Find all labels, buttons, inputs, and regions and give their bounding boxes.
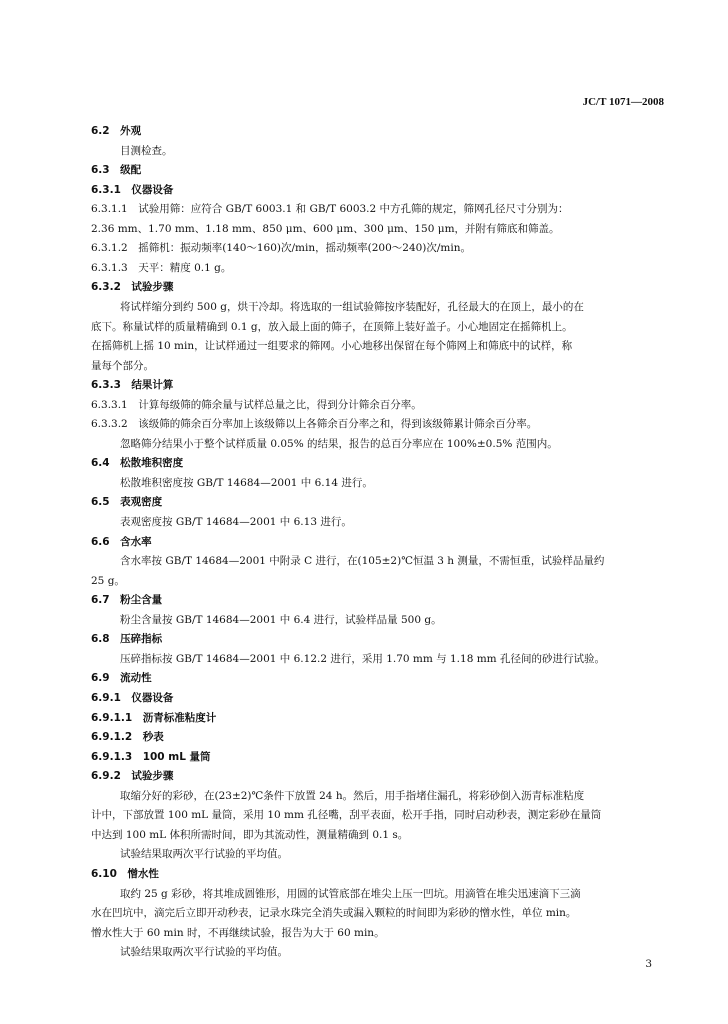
paragraph-line: 6.3.1.3 天平：精度 0.1 g。	[91, 261, 232, 274]
paragraph-line: 6.3.1.1 试验用筛：应符合 GB/T 6003.1 和 GB/T 6003.2 中方孔筛的规定，筛网孔径尺寸分别为：	[91, 203, 569, 216]
section-heading: 6.6 含水率	[91, 535, 152, 548]
document-code: JC/T 1071—2008	[582, 96, 664, 108]
section-heading: 6.9.1 仪器设备	[91, 692, 174, 704]
section-heading: 6.9.1.1 沥青标准粘度计	[91, 711, 217, 724]
section-heading: 6.9.1.2 秒表	[91, 731, 164, 744]
paragraph-line: 试验结果取两次平行试验的平均值。	[120, 848, 288, 861]
paragraph-line: 2.36 mm、1.70 mm、1.18 mm、850 μm、600 μm、300 μm、150 μm，并附有筛底和筛盖。	[91, 222, 560, 235]
section-heading: 6.3.3 结果计算	[91, 379, 174, 392]
section-heading: 6.8 压碎指标	[91, 633, 163, 646]
paragraph-line: 憎水性大于 60 min 时，不再继续试验，报告为大于 60 min。	[91, 926, 385, 939]
section-heading: 6.9.2 试验步骤	[91, 770, 174, 783]
paragraph-line: 取约 25 g 彩砂，将其堆成圆锥形，用圆的试管底部在堆尖上压一凹坑。用滴管在堆尖迅速滴下三滴	[120, 887, 581, 900]
section-heading: 6.7 粉尘含量	[91, 594, 163, 607]
section-heading: 6.10 憎水性	[91, 867, 159, 880]
paragraph-line: 在摇筛机上摇 10 min，让试样通过一组要求的筛网。小心地移出保留在每个筛网上和筛底中的试样，称	[91, 340, 573, 353]
section-heading: 6.2 外观	[91, 125, 142, 137]
paragraph-line: 中达到 100 mL 体积所需时间，即为其流动性，测量精确到 0.1 s。	[91, 828, 409, 841]
paragraph-line: 取缩分好的彩砂，在(23±2)℃条件下放置 24 h。然后，用手指堵住漏孔，将彩砂倒入沥青标准粘度	[120, 789, 585, 802]
paragraph-line: 试验结果取两次平行试验的平均值。	[120, 946, 288, 959]
paragraph-line: 6.3.3.1 计算每级筛的筛余量与试样总量之比，得到分计筛余百分率。	[91, 398, 422, 411]
paragraph-line: 量每个部分。	[91, 359, 154, 372]
section-heading: 6.3.2 试验步骤	[91, 281, 174, 294]
paragraph-line: 含水率按 GB/T 14684—2001 中附录 C 进行，在(105±2)℃恒温 3 h 测量，不需恒重，试验样品量约	[120, 555, 605, 568]
paragraph-line: 25 g。	[91, 574, 125, 587]
section-heading: 6.4 松散堆积密度	[91, 457, 184, 470]
paragraph-line: 表观密度按 GB/T 14684—2001 中 6.13 进行。	[120, 516, 352, 528]
paragraph-line: 粉尘含量按 GB/T 14684—2001 中 6.4 进行，试验样品量 500 g。	[120, 613, 442, 626]
section-heading: 6.9 流动性	[91, 672, 152, 685]
section-heading: 6.9.1.3 100 mL 量筒	[91, 750, 211, 763]
section-heading: 6.3 级配	[91, 164, 142, 177]
paragraph-line: 底下。称量试样的质量精确到 0.1 g，放入最上面的筛子，在顶筛上装好盖子。小心地固定在摇筛机上。	[91, 320, 573, 333]
paragraph-line: 压碎指标按 GB/T 14684—2001 中 6.12.2 进行，采用 1.70 mm 与 1.18 mm 孔径间的砂进行试验。	[120, 652, 605, 665]
paragraph-line: 松散堆积密度按 GB/T 14684—2001 中 6.14 进行。	[120, 476, 373, 489]
paragraph-line: 6.3.1.2 摇筛机：振动频率(140～160)次/min，摇动频率(200～240)次/min。	[91, 242, 472, 255]
section-heading: 6.3.1 仪器设备	[91, 183, 174, 196]
paragraph-line: 忽略筛分结果小于整个试样质量 0.05% 的结果，报告的总百分率应在 100%±0.5% 范围内。	[120, 437, 558, 450]
page-number: 3	[645, 958, 652, 970]
paragraph-line: 水在凹坑中，滴完后立即开动秒表，记录水珠完全消失或漏入颗粒的时间即为彩砂的憎水性，单位 min。	[91, 907, 577, 919]
paragraph-line: 计中，下部放置 100 mL 量筒，采用 10 mm 孔径嘴，刮平表面，松开手指，同时启动秒表，测定彩砂在量筒	[91, 809, 602, 822]
paragraph-line: 将试样缩分到约 500 g，烘干冷却。将选取的一组试验筛按序装配好，孔径最大的在顶上，最小的在	[120, 301, 584, 313]
paragraph-line: 目测检查。	[120, 144, 173, 157]
section-heading: 6.5 表观密度	[91, 496, 163, 509]
paragraph-line: 6.3.3.2 该级筛的筛余百分率加上该级筛以上各筛余百分率之和，得到该级筛累计筛余百分率。	[91, 418, 538, 431]
